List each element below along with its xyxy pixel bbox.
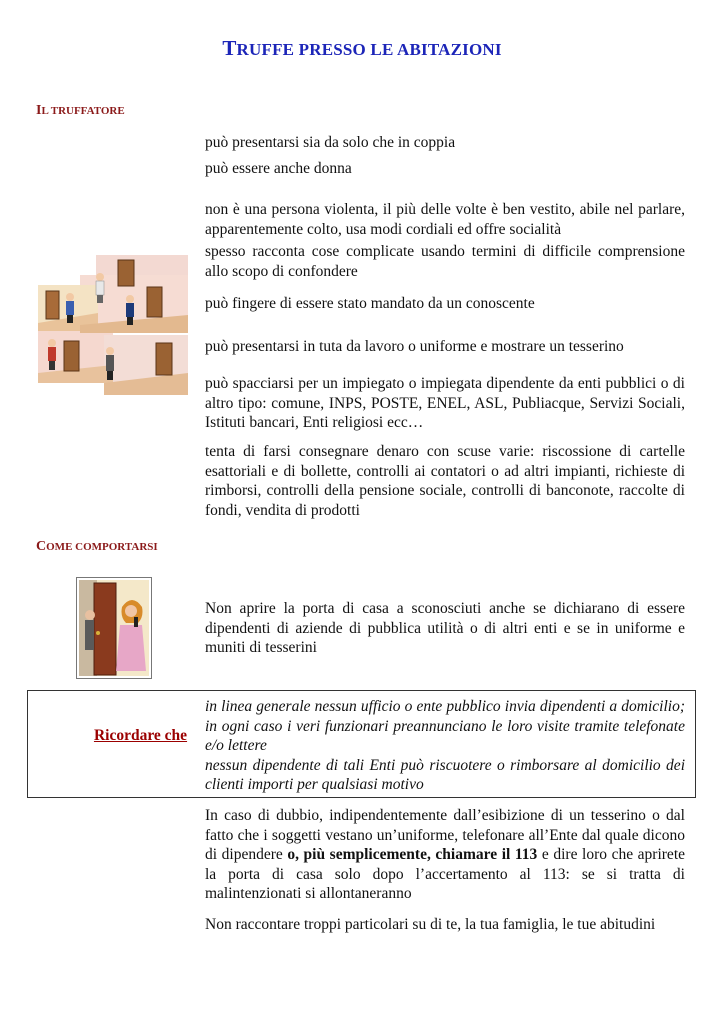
ricordare-box	[27, 690, 696, 798]
section-heading-comportarsi	[36, 539, 158, 555]
advice-dubbio	[205, 806, 685, 904]
truffatore-item: tenta di farsi consegnare denaro con scuse varie: riscossione di cartelle esattoriali e di bollette, controlli ai contatori o ad altri impianti, richieste di rimborsi, controlli della pensione sociale, controlli di banconote, raccolte di fondi, vendita di prodotti	[205, 443, 685, 519]
truffatore-item: può presentarsi in tuta da lavoro o uniforme e mostrare un tesserino	[205, 338, 624, 355]
section-rest: L TRUFFATORE	[41, 105, 125, 117]
truffatore-item: spesso racconta cose complicate usando termini di difficile comprensione allo scopo di confondere	[205, 243, 685, 280]
ricordare-line: nessun dipendente di tali Enti può riscuotere o rimborsare al domicilio dei clienti importi per qualsiasi motivo	[205, 756, 685, 793]
doors-illustration	[38, 255, 188, 395]
ricordare-line: in linea generale nessun ufficio o ente pubblico invia dipendenti a domicilio; in ogni caso i veri funzionari preannunciano le loro visite tramite telefonate e/o lettere	[205, 698, 685, 754]
advice-privacy: Non raccontare troppi particolari su di te, la tua famiglia, le tue abitudini	[205, 916, 656, 933]
section-rest: OME COMPORTARSI	[46, 541, 158, 553]
truffatore-item: può presentarsi sia da solo che in coppia	[205, 134, 456, 151]
section-initial: I	[36, 103, 42, 118]
page-title	[0, 36, 724, 61]
title-rest: RUFFE PRESSO LE ABITAZIONI	[236, 40, 502, 59]
truffatore-item: non è una persona violenta, il più delle volte è ben vestito, abile nel parlare, apparentemente colto, usa modi cordiali ed offre socialità	[205, 201, 685, 238]
door-visitor-illustration	[76, 577, 152, 679]
advice-no-open: Non aprire la porta di casa a sconosciuti anche se dichiarano di essere dipendenti di aziende di pubblica utilità o di altri enti e se in uniforme e muniti di tesserini	[205, 600, 685, 656]
truffatore-item: può fingere di essere stato mandato da un conoscente	[205, 295, 535, 312]
ricordare-label: Ricordare che	[93, 727, 188, 744]
ricordare-text	[205, 697, 685, 795]
truffatore-item: può spacciarsi per un impiegato o impiegata dipendente da enti pubblici o di altro tipo: comune, INPS, POSTE, ENEL, ASL, Publiacque, Servizi Sociali, Istituti bancari, Enti religiosi ecc…	[205, 375, 685, 431]
section-initial: C	[36, 539, 47, 554]
dubbio-text: In caso di dubbio, indipendentemente dall’esibizione di un tesserino o dal fatto che i soggetti vestano un’uniforme, telefonare all’Ente dal quale dicono di dipendere	[205, 807, 685, 863]
truffatore-item: può essere anche donna	[205, 160, 352, 177]
dubbio-text: e dire loro che aprirete la porta di casa solo dopo l’accertamento al 113: se si tratta di malintenzionati si allontaneranno	[205, 846, 685, 902]
dubbio-emphasis: o, più semplicemente, chiamare il 113	[287, 846, 538, 863]
title-initial: T	[222, 36, 237, 60]
section-heading-truffatore	[36, 103, 125, 119]
